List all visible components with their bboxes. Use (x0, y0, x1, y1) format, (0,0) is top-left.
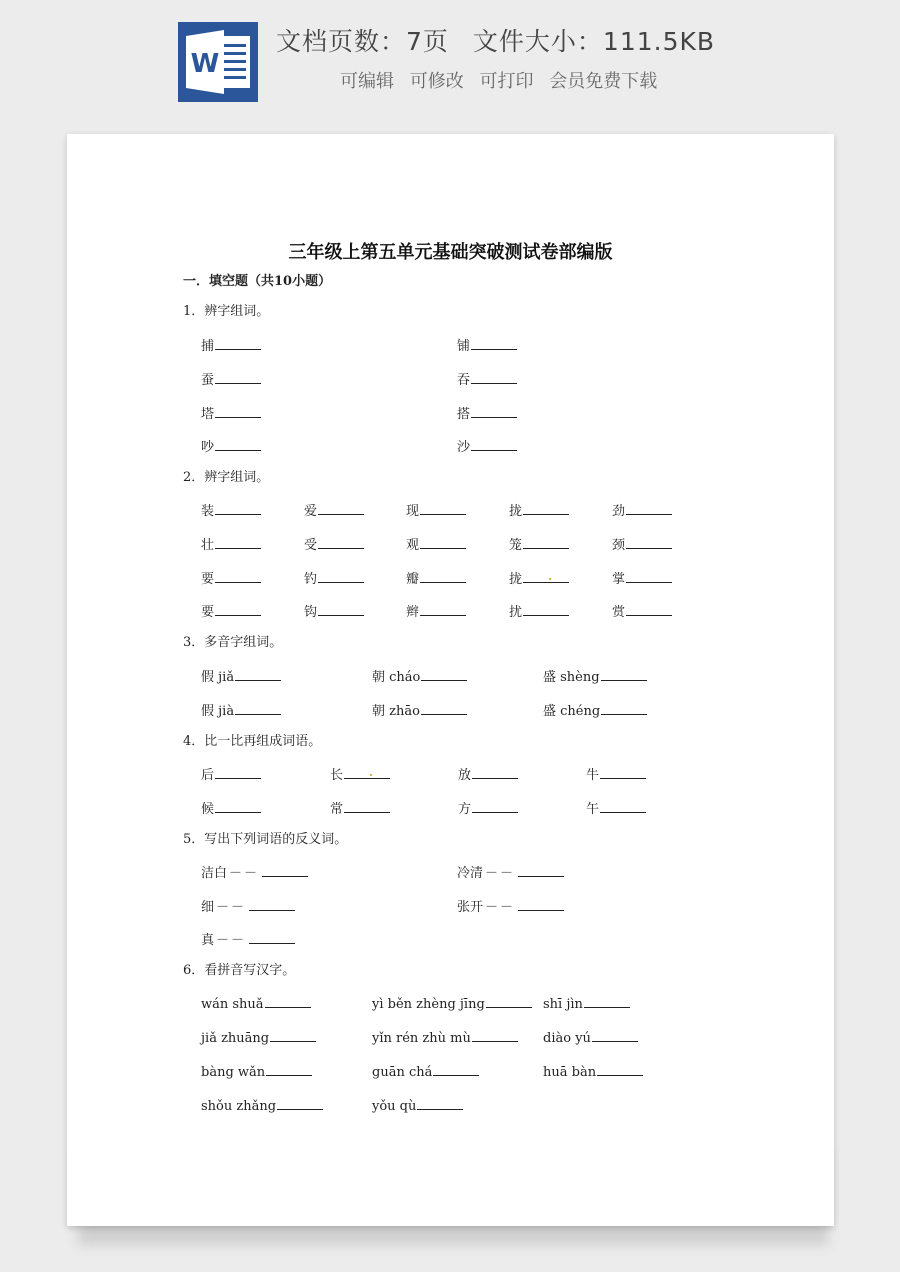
q4-item: 后 (201, 766, 261, 784)
q5-item: 细 －－ (201, 898, 295, 916)
q4-item: 放 (458, 766, 518, 784)
q6-item: diào yú (543, 1029, 638, 1047)
word-icon (178, 22, 258, 102)
q2-item: 钓 (304, 570, 364, 588)
q2-item: 拢 (509, 502, 569, 520)
q3-item: 假 jiǎ (201, 668, 281, 686)
q3-item: 盛 chéng (543, 702, 647, 720)
q1-item: 捕 (201, 337, 261, 355)
feature-editable: 可编辑 (340, 71, 394, 92)
q5-item: 冷清 －－ (457, 864, 564, 882)
q2-item: 劲 (612, 502, 672, 520)
feature-list (340, 67, 667, 93)
q2-item: 赏 (612, 603, 672, 621)
q6-item: bàng wǎn (201, 1063, 312, 1081)
q1-item: 搭 (457, 405, 517, 423)
q2-item: 要 (201, 570, 261, 588)
q6-item: guān chá (372, 1063, 479, 1081)
q4-item: 候 (201, 800, 261, 818)
q2-item: 掌 (612, 570, 672, 588)
q3-item: 盛 shèng (543, 668, 647, 686)
q5-item: 真 －－ (201, 931, 295, 949)
q1-item: 吵 (201, 438, 261, 456)
feature-modifiable: 可修改 (409, 71, 464, 92)
question-2-prompt: 2．辨字组词。 (183, 470, 270, 485)
q4-item: 方 (458, 800, 518, 818)
q6-item: wán shuǎ (201, 995, 311, 1013)
q6-item: yì běn zhèng jīng (372, 995, 532, 1013)
document-page (67, 134, 834, 1226)
feature-member-download: 会员免费下载 (549, 71, 658, 92)
q2-item: 拢 (509, 570, 569, 588)
svg-text:W: W (190, 49, 220, 79)
q5-item: 张开 －－ (457, 898, 564, 916)
q1-item: 蚕 (201, 371, 261, 389)
q2-item: 辫 (406, 603, 466, 621)
question-1-prompt: 1．辨字组词。 (183, 304, 270, 319)
q2-item: 颈 (612, 536, 672, 554)
question-4-prompt: 4．比一比再组成词语。 (183, 734, 322, 749)
q4-item: 常 (330, 800, 390, 818)
q2-item: 瓣 (406, 570, 466, 588)
q4-item: 长 (330, 766, 390, 784)
q6-item: jiǎ zhuāng (201, 1029, 316, 1047)
file-size: 文件大小：111.5KB (472, 27, 716, 56)
q3-item: 朝 zhāo (372, 702, 467, 720)
q3-item: 假 jià (201, 702, 281, 720)
q6-item: huā bàn (543, 1063, 643, 1081)
q6-item: yǐn rén zhù mù (372, 1029, 518, 1047)
q2-item: 笼 (509, 536, 569, 554)
doc-meta (276, 22, 739, 58)
q5-item: 洁白 －－ (201, 864, 308, 882)
q2-item: 壮 (201, 536, 261, 554)
q1-item: 吞 (457, 371, 517, 389)
q2-item: 钩 (304, 603, 364, 621)
document-title: 三年级上第五单元基础突破测试卷部编版 (288, 242, 613, 263)
q3-item: 朝 cháo (372, 668, 467, 686)
q4-item: 牛 (586, 766, 646, 784)
q2-item: 受 (304, 536, 364, 554)
q2-item: 观 (406, 536, 466, 554)
question-3-prompt: 3．多音字组词。 (183, 635, 283, 650)
q6-item: yǒu qù (372, 1097, 463, 1115)
q2-item: 现 (406, 502, 466, 520)
question-6-prompt: 6．看拼音写汉字。 (183, 963, 296, 978)
section-heading: 一．填空题（共10小题） (183, 274, 332, 289)
page-count: 文档页数：7页 (276, 27, 449, 56)
q2-item: 扰 (509, 603, 569, 621)
q6-item: shǒu zhǎng (201, 1097, 323, 1115)
feature-printable: 可打印 (479, 71, 534, 92)
q2-item: 爱 (304, 502, 364, 520)
download-banner (0, 0, 900, 120)
q4-item: 午 (586, 800, 646, 818)
q2-item: 装 (201, 502, 261, 520)
q2-item: 要 (201, 603, 261, 621)
question-5-prompt: 5．写出下列词语的反义词。 (183, 832, 348, 847)
q1-item: 沙 (457, 438, 517, 456)
q6-item: shī jìn (543, 995, 630, 1013)
q1-item: 塔 (201, 405, 261, 423)
q1-item: 铺 (457, 337, 517, 355)
